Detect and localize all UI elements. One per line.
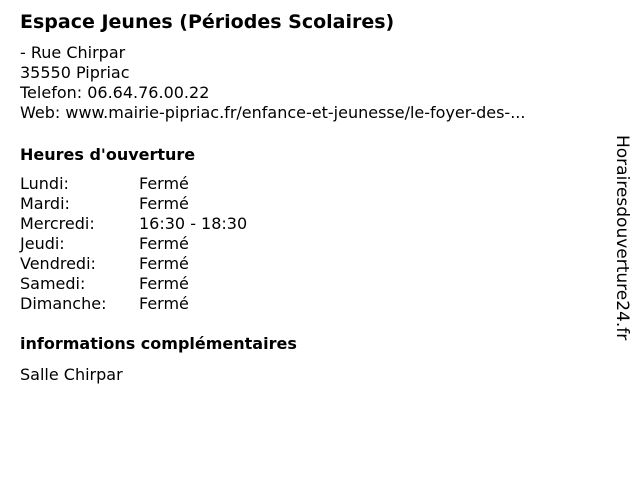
day-hours: Fermé (139, 194, 189, 213)
day-label: Lundi: (20, 174, 69, 193)
day-hours: Fermé (139, 294, 189, 313)
opening-hours-heading: Heures d'ouverture (20, 145, 196, 164)
phone-line: Telefon: 06.64.76.00.22 (20, 83, 210, 102)
hours-row-monday (20, 174, 320, 194)
site-brand-vertical: Horairesdouverture24.fr (612, 135, 632, 341)
hours-row-saturday (20, 274, 320, 294)
additional-info-text: Salle Chirpar (20, 365, 123, 384)
street-line: - Rue Chirpar (20, 43, 126, 62)
day-label: Samedi: (20, 274, 86, 293)
day-label: Mardi: (20, 194, 70, 213)
day-hours: Fermé (139, 254, 189, 273)
website-line: Web: www.mairie-pipriac.fr/enfance-et-jeunesse/le-foyer-des-... (20, 103, 526, 122)
hours-row-thursday (20, 234, 320, 254)
hours-row-wednesday (20, 214, 320, 234)
day-label: Dimanche: (20, 294, 107, 313)
opening-hours-table (20, 174, 320, 314)
hours-row-sunday (20, 294, 320, 314)
day-hours: Fermé (139, 234, 189, 253)
address-block (20, 43, 525, 123)
additional-info-heading: informations complémentaires (20, 334, 297, 353)
day-hours: Fermé (139, 174, 189, 193)
page-title: Espace Jeunes (Périodes Scolaires) (20, 11, 395, 33)
hours-row-tuesday (20, 194, 320, 214)
day-label: Jeudi: (20, 234, 65, 253)
day-label: Mercredi: (20, 214, 95, 233)
day-hours: 16:30 - 18:30 (139, 214, 248, 233)
hours-row-friday (20, 254, 320, 274)
day-hours: Fermé (139, 274, 189, 293)
day-label: Vendredi: (20, 254, 96, 273)
city-line: 35550 Pipriac (20, 63, 130, 82)
